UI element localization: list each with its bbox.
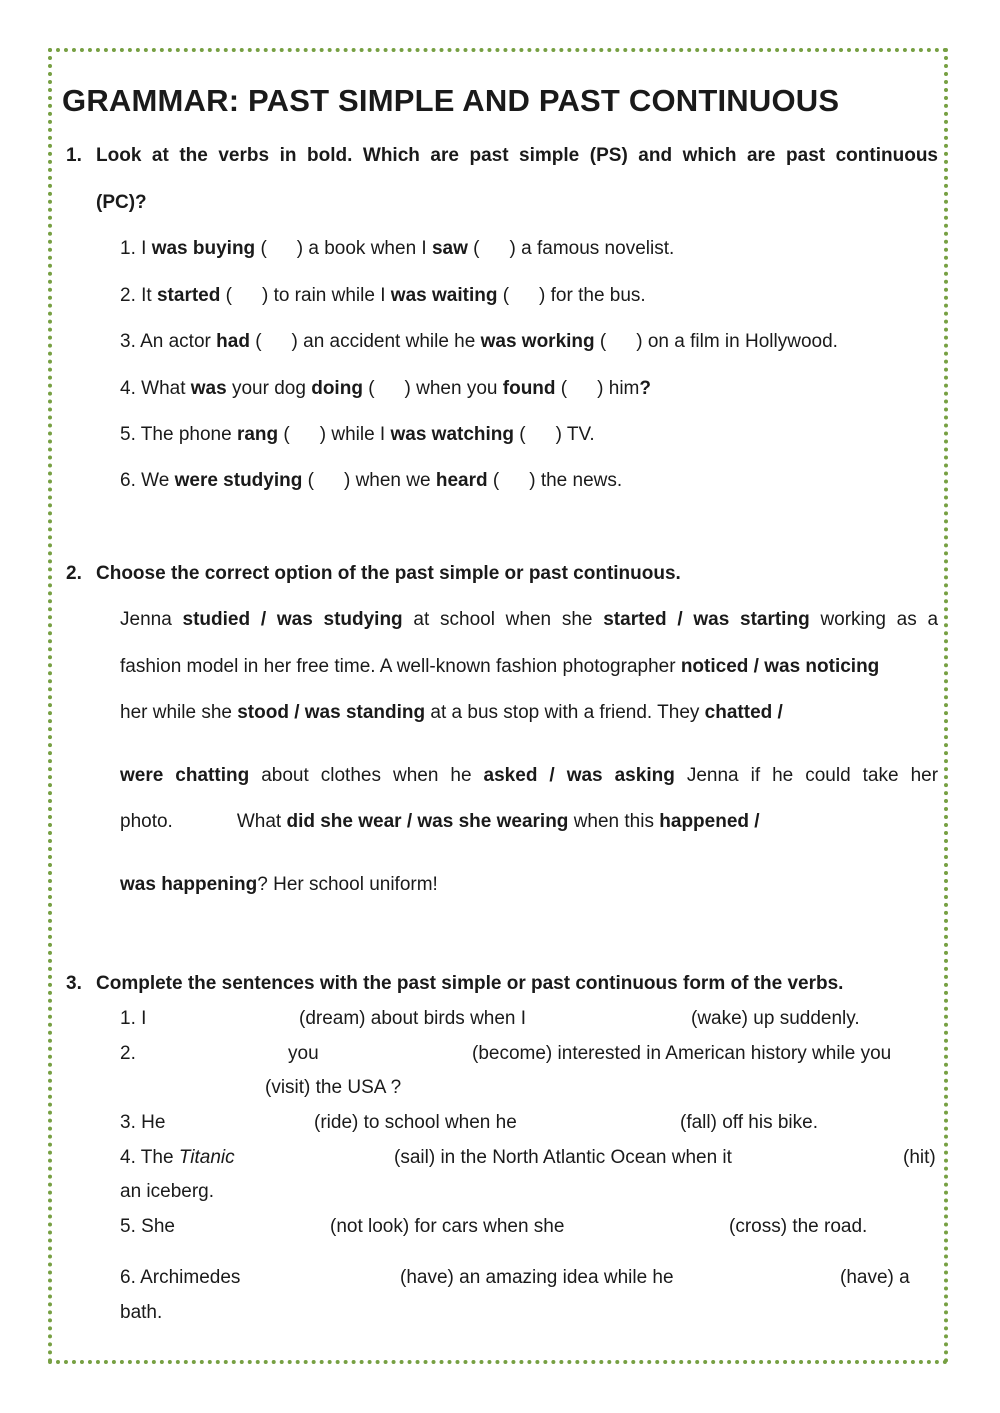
exercise-2-text-line: her while she stood / was standing at a bus stop with a friend. They chatted /	[120, 702, 783, 723]
sentence-1-clause: (wake) up suddenly.	[691, 1008, 860, 1029]
sentence-2-number: 2.	[120, 1043, 136, 1064]
exercise-2-instruction: Choose the correct option of the past simple or past continuous.	[96, 563, 681, 584]
exercise-2-text-line: was happening? Her school uniform!	[120, 874, 438, 895]
exercise-1-item: 5. The phone rang ( ) while I was watching ( ) TV.	[120, 424, 595, 445]
exercise-1-item: 2. It started ( ) to rain while I was waiting ( ) for the bus.	[120, 285, 646, 306]
answer-blank[interactable]	[248, 1147, 386, 1169]
answer-blank[interactable]	[548, 1008, 684, 1030]
answer-blank[interactable]	[186, 1216, 322, 1238]
sentence-4-end: an iceberg.	[120, 1181, 215, 1202]
exercise-2-number: 2.	[66, 563, 82, 584]
exercise-1-instruction: Look at the verbs in bold. Which are past simple (PS) and which are past continuous	[96, 145, 938, 166]
exercise-1-item: 6. We were studying ( ) when we heard ( ) the news.	[120, 470, 623, 491]
choice-option[interactable]: were chatting	[120, 765, 250, 786]
sentence-2-subject: you	[288, 1043, 319, 1064]
choice-option[interactable]: noticed / was noticing	[680, 656, 880, 677]
exercise-2-text-line: Jenna studied / was studying at school when she started / was starting working as a	[120, 609, 939, 630]
choice-option[interactable]: started / was starting	[603, 609, 810, 630]
exercise-3-instruction: Complete the sentences with the past simple or past continuous form of the verbs.	[96, 973, 844, 994]
sentence-6-clause: (have) an amazing idea while he	[400, 1267, 674, 1288]
answer-blank[interactable]	[175, 1112, 307, 1134]
answer-blank[interactable]	[120, 1077, 258, 1099]
answer-blank[interactable]	[256, 1267, 392, 1289]
sentence-3-clause: (ride) to school when he	[314, 1112, 517, 1133]
answer-blank[interactable]	[330, 1043, 464, 1065]
choice-option[interactable]: stood / was standing	[237, 702, 426, 723]
answer-blank[interactable]	[760, 1147, 894, 1169]
sentence-3-clause: (fall) off his bike.	[680, 1112, 818, 1133]
sentence-6-end: bath.	[120, 1302, 163, 1323]
choice-option[interactable]: was happening	[120, 874, 258, 895]
exercise-2-text-line: photo. What did she wear / was she wearing when this happened /	[120, 811, 760, 832]
answer-blank[interactable]	[585, 1216, 721, 1238]
answer-blank[interactable]	[696, 1267, 832, 1289]
answer-blank[interactable]	[536, 1112, 672, 1134]
exercise-1-instruction-cont: (PC)?	[96, 192, 147, 213]
sentence-4-clause: (hit)	[903, 1147, 936, 1168]
exercise-2-text-line: fashion model in her free time. A well-known fashion photographer noticed / was noticing	[120, 656, 880, 677]
choice-option[interactable]: asked / was asking	[483, 765, 675, 786]
sentence-2-clause: (become) interested in American history while you	[472, 1043, 892, 1064]
sentence-2-clause: (visit) the USA ?	[265, 1077, 402, 1098]
sentence-1-clause: (dream) about birds when I	[299, 1008, 527, 1029]
sentence-3-start: 3. He	[120, 1112, 166, 1133]
page-title: GRAMMAR: PAST SIMPLE AND PAST CONTINUOUS	[62, 83, 840, 118]
choice-option[interactable]: chatted /	[704, 702, 783, 723]
sentence-6-start: 6. Archimedes	[120, 1267, 241, 1288]
choice-option[interactable]: happened /	[659, 811, 760, 832]
sentence-5-start: 5. She	[120, 1216, 175, 1237]
answer-blank[interactable]	[160, 1008, 292, 1030]
choice-option[interactable]: did she wear / was she wearing	[286, 811, 569, 832]
exercise-1-item: 1. I was buying ( ) a book when I saw ( ) a famous novelist.	[120, 238, 675, 259]
exercise-1-number: 1.	[66, 145, 82, 166]
sentence-5-clause: (cross) the road.	[729, 1216, 868, 1237]
exercise-1-item: 3. An actor had ( ) an accident while he was working ( ) on a film in Hollywood.	[120, 331, 838, 352]
sentence-5-clause: (not look) for cars when she	[330, 1216, 565, 1237]
sentence-6-clause: (have) a	[840, 1267, 910, 1288]
sentence-1-start: 1. I	[120, 1008, 147, 1029]
answer-blank[interactable]	[146, 1043, 280, 1065]
choice-option[interactable]: studied / was studying	[182, 609, 403, 630]
exercise-1-item: 4. What was your dog doing ( ) when you found ( ) him?	[120, 378, 651, 399]
exercise-3-number: 3.	[66, 973, 82, 994]
exercise-2-text-line: were chatting about clothes when he asked / was asking Jenna if he could take her	[120, 765, 939, 786]
sentence-4-start: 4. The Titanic	[120, 1147, 235, 1168]
sentence-4-clause: (sail) in the North Atlantic Ocean when it	[394, 1147, 732, 1168]
